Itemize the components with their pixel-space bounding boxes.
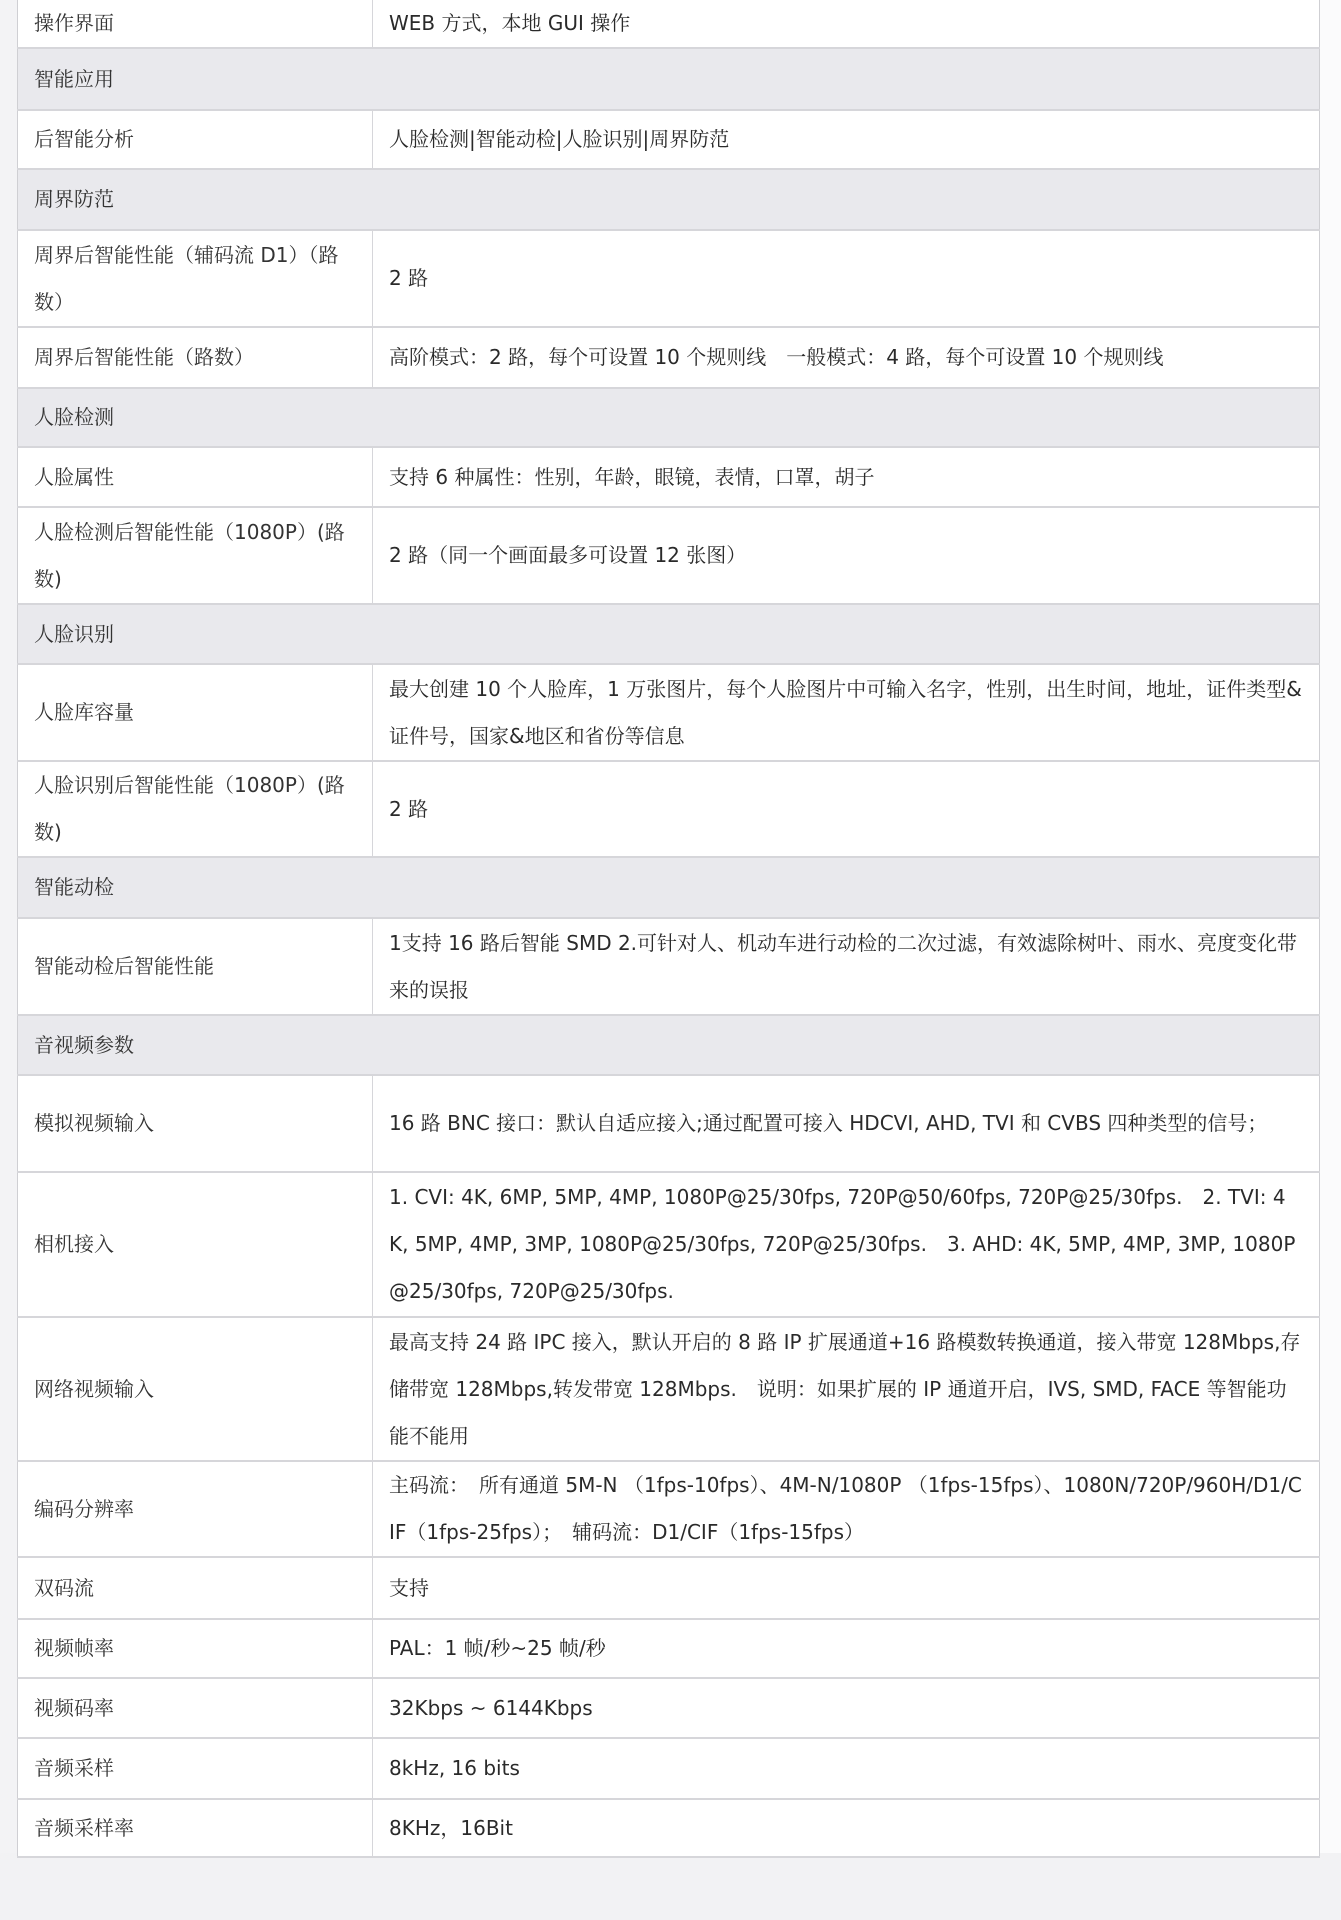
spec-row [18, 1678, 1320, 1738]
section-title: 智能应用 [18, 48, 1320, 110]
spec-value: 主码流： 所有通道 5M-N （1fps-10fps）、4M-N/1080P （1fps-15fps）、1080N/720P/960H/D1/CIF（1fps-25fps）； 辅码流：D1/CIF（1fps-15fps） [373, 1461, 1320, 1557]
section-header-row [18, 604, 1320, 664]
spec-row [18, 1557, 1320, 1619]
spec-value: WEB 方式，本地 GUI 操作 [373, 0, 1320, 48]
spec-row [18, 1075, 1320, 1172]
spec-table-body [18, 0, 1320, 1857]
spec-key: 操作界面 [18, 0, 373, 48]
spec-value: 支持 6 种属性：性别，年龄，眼镜，表情，口罩，胡子 [373, 447, 1320, 507]
spec-key: 后智能分析 [18, 110, 373, 169]
spec-key: 编码分辨率 [18, 1461, 373, 1557]
spec-row [18, 1172, 1320, 1317]
spec-value: 32Kbps ~ 6144Kbps [373, 1678, 1320, 1738]
spec-value: 1. CVI: 4K, 6MP, 5MP, 4MP, 1080P@25/30fps, 720P@50/60fps, 720P@25/30fps. 2. TVI: 4K, 5MP, 4MP, 3MP, 1080P@25/30fps, 720P@25/30fps. 3. AHD: 4K, 5MP, 4MP, 3MP, 1080P@25/30fps, 720P@25/30fps. [373, 1172, 1320, 1317]
spec-value: 高阶模式：2 路，每个可设置 10 个规则线 一般模式：4 路，每个可设置 10 个规则线 [373, 327, 1320, 388]
page-bottom-area [0, 1853, 1341, 1920]
spec-row [18, 1461, 1320, 1557]
spec-row [18, 327, 1320, 388]
spec-row [18, 110, 1320, 169]
spec-value: 2 路（同一个画面最多可设置 12 张图） [373, 507, 1320, 604]
spec-value: 人脸检测|智能动检|人脸识别|周界防范 [373, 110, 1320, 169]
spec-value: 最高支持 24 路 IPC 接入，默认开启的 8 路 IP 扩展通道+16 路模数转换通道，接入带宽 128Mbps,存储带宽 128Mbps,转发带宽 128Mbps. 说明：如果扩展的 IP 通道开启，IVS, SMD, FACE 等智能功能不能用 [373, 1317, 1320, 1461]
spec-key: 智能动检后智能性能 [18, 918, 373, 1015]
spec-key: 人脸识别后智能性能（1080P）(路数) [18, 761, 373, 857]
section-title: 音视频参数 [18, 1015, 1320, 1075]
spec-key: 模拟视频输入 [18, 1075, 373, 1172]
spec-row [18, 664, 1320, 761]
spec-row [18, 1738, 1320, 1799]
spec-key: 相机接入 [18, 1172, 373, 1317]
spec-key: 人脸库容量 [18, 664, 373, 761]
spec-value: 8KHz，16Bit [373, 1799, 1320, 1857]
spec-row [18, 761, 1320, 857]
spec-key: 人脸检测后智能性能（1080P）(路数) [18, 507, 373, 604]
spec-value: 1支持 16 路后智能 SMD 2.可针对人、机动车进行动检的二次过滤，有效滤除树叶、雨水、亮度变化带来的误报 [373, 918, 1320, 1015]
spec-value: 8kHz, 16 bits [373, 1738, 1320, 1799]
spec-key: 人脸属性 [18, 447, 373, 507]
spec-value: 最大创建 10 个人脸库，1 万张图片，每个人脸图片中可输入名字，性别，出生时间，地址，证件类型&证件号，国家&地区和省份等信息 [373, 664, 1320, 761]
spec-row [18, 0, 1320, 48]
spec-key: 视频帧率 [18, 1619, 373, 1678]
spec-value: 支持 [373, 1557, 1320, 1619]
section-title: 人脸检测 [18, 388, 1320, 447]
spec-key: 音频采样率 [18, 1799, 373, 1857]
section-header-row [18, 857, 1320, 918]
spec-row [18, 447, 1320, 507]
section-title: 人脸识别 [18, 604, 1320, 664]
spec-key: 音频采样 [18, 1738, 373, 1799]
section-header-row [18, 388, 1320, 447]
spec-key: 视频码率 [18, 1678, 373, 1738]
spec-value: 16 路 BNC 接口：默认自适应接入;通过配置可接入 HDCVI, AHD, TVI 和 CVBS 四种类型的信号； [373, 1075, 1320, 1172]
section-header-row [18, 48, 1320, 110]
spec-key: 周界后智能性能（辅码流 D1）（路数） [18, 230, 373, 327]
section-title: 周界防范 [18, 169, 1320, 230]
spec-row [18, 1619, 1320, 1678]
spec-row [18, 1317, 1320, 1461]
spec-value: 2 路 [373, 230, 1320, 327]
section-header-row [18, 169, 1320, 230]
section-title: 智能动检 [18, 857, 1320, 918]
spec-key: 周界后智能性能（路数） [18, 327, 373, 388]
spec-value: 2 路 [373, 761, 1320, 857]
section-header-row [18, 1015, 1320, 1075]
spec-key: 双码流 [18, 1557, 373, 1619]
spec-row [18, 1799, 1320, 1857]
spec-value: PAL：1 帧/秒~25 帧/秒 [373, 1619, 1320, 1678]
spec-row [18, 507, 1320, 604]
spec-table [17, 0, 1320, 1858]
page-margin-left [0, 0, 17, 1853]
spec-key: 网络视频输入 [18, 1317, 373, 1461]
spec-row [18, 918, 1320, 1015]
spec-row [18, 230, 1320, 327]
